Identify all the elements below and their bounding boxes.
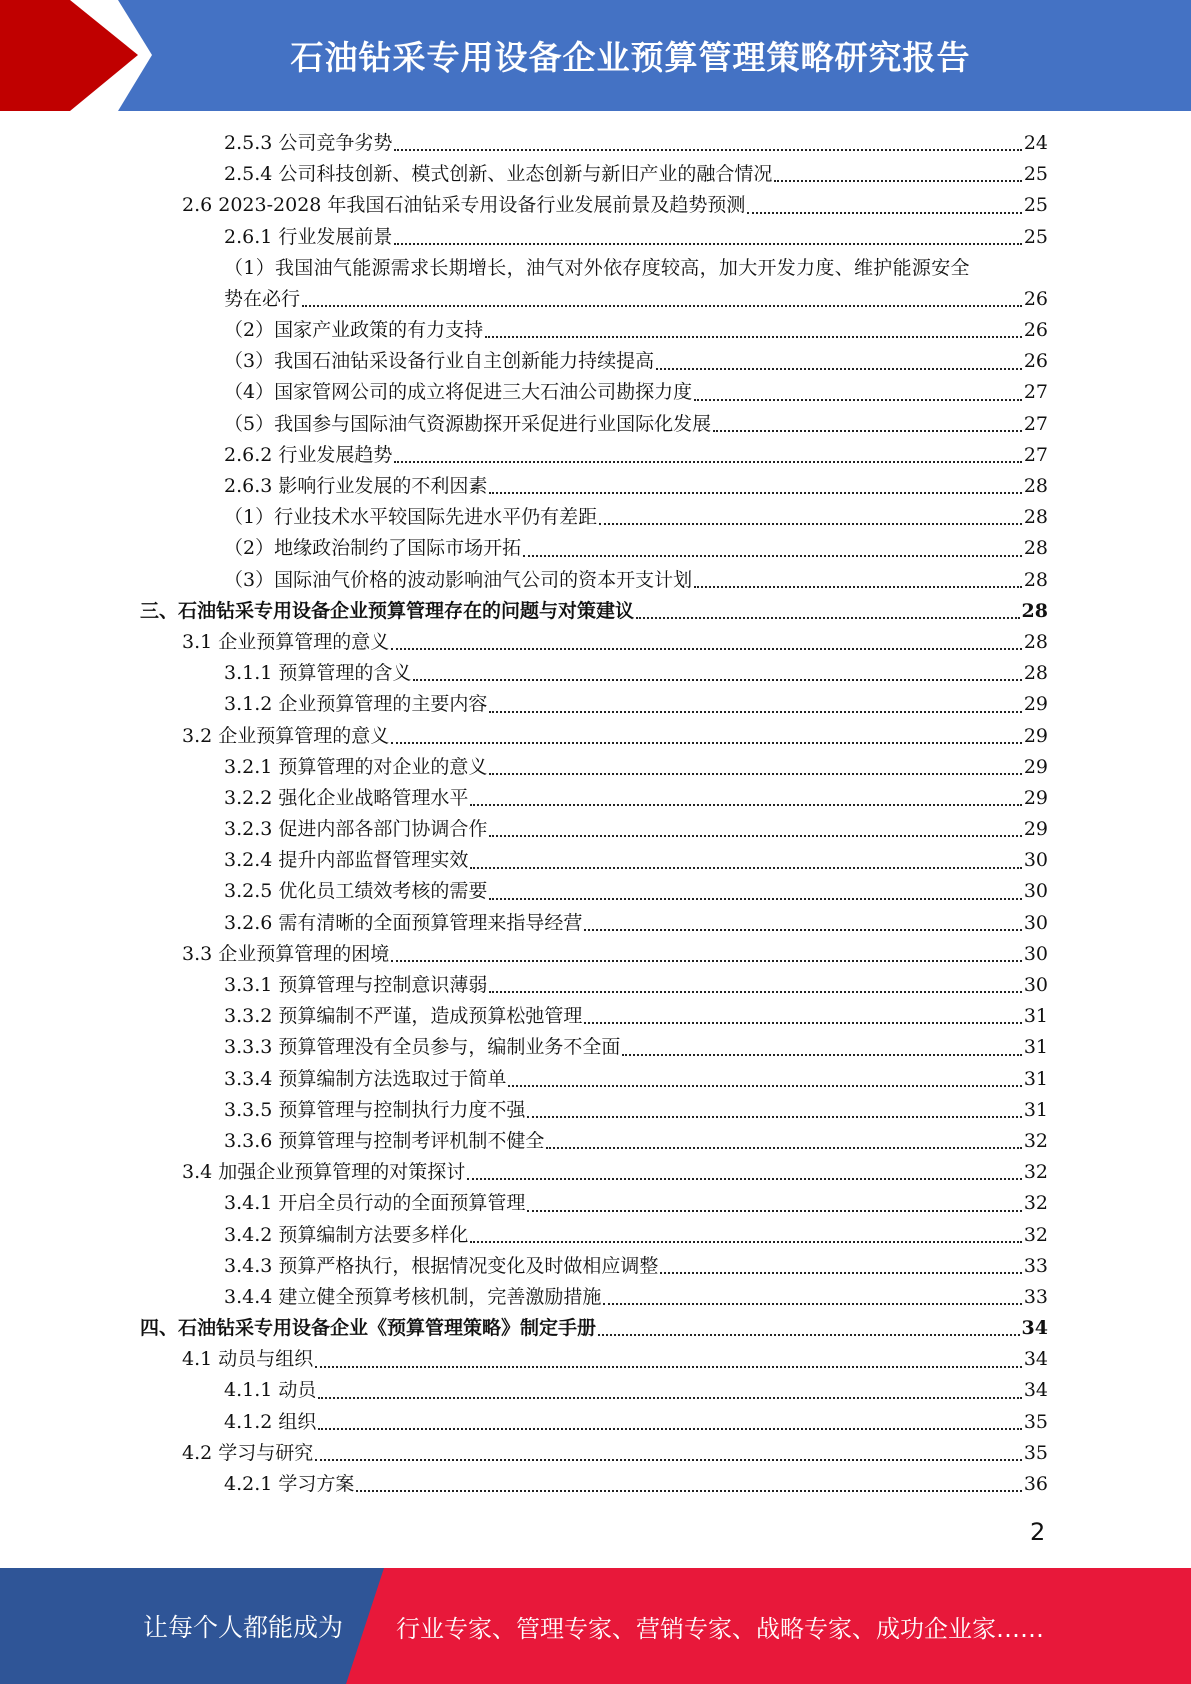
toc-entry[interactable] (140, 814, 1048, 845)
toc-leader-dots (467, 1178, 1022, 1180)
toc-leader-dots (391, 960, 1022, 962)
page-footer (0, 1568, 1191, 1684)
toc-entry[interactable] (140, 1407, 1048, 1438)
toc-entry[interactable] (140, 970, 1048, 1001)
toc-entry-page: 31 (1023, 1098, 1048, 1121)
toc-entry[interactable] (140, 1376, 1048, 1407)
toc-entry-page: 26 (1023, 350, 1048, 373)
toc-entry-page: 25 (1023, 163, 1048, 186)
toc-entry-label: 2.6.2 行业发展趋势 (224, 443, 393, 466)
toc-leader-dots (599, 523, 1022, 525)
toc-entry[interactable] (140, 253, 1048, 284)
toc-entry-page: 32 (1023, 1192, 1048, 1215)
toc-entry-page: 30 (1023, 911, 1048, 934)
toc-entry-page: 34 (1023, 1379, 1048, 1402)
toc-entry-page: 28 (1023, 506, 1048, 529)
toc-leader-dots (747, 212, 1021, 214)
toc-entry-label: 3.4.4 建立健全预算考核机制，完善激励措施 (224, 1285, 602, 1308)
toc-leader-dots (523, 555, 1022, 557)
toc-entry[interactable] (140, 378, 1048, 409)
toc-entry-page: 26 (1023, 287, 1048, 310)
toc-entry-label: 4.1.1 动员 (224, 1379, 317, 1402)
toc-entry-page: 25 (1023, 194, 1048, 217)
toc-entry-label: 2.5.3 公司竞争劣势 (224, 131, 393, 154)
toc-entry-page: 35 (1023, 1441, 1048, 1464)
toc-entry[interactable] (140, 1188, 1048, 1219)
toc-entry-label: 4.1.2 组织 (224, 1410, 317, 1433)
toc-leader-dots (660, 1272, 1021, 1274)
toc-entry[interactable] (140, 190, 1048, 221)
toc-entry-label: 3.2 企业预算管理的意义 (182, 724, 390, 747)
toc-entry-label: 势在必行 (224, 287, 301, 310)
toc-entry-label: 3.3 企业预算管理的困境 (182, 942, 390, 965)
toc-leader-dots (527, 1210, 1021, 1212)
toc-entry-label: 3.3.6 预算管理与控制考评机制不健全 (224, 1129, 545, 1152)
toc-leader-dots (356, 1490, 1021, 1492)
page-number: 2 (1030, 1518, 1046, 1546)
toc-entry-page: 30 (1023, 942, 1048, 965)
toc-entry-page: 36 (1023, 1473, 1048, 1496)
page-header (0, 0, 1191, 111)
toc-entry-label: 3.4.3 预算严格执行，根据情况变化及时做相应调整 (224, 1254, 659, 1277)
toc-entry-page: 28 (1023, 630, 1048, 653)
toc-entry[interactable] (140, 1251, 1048, 1282)
toc-entry-page: 32 (1023, 1129, 1048, 1152)
toc-entry-label: 3.2.1 预算管理的对企业的意义 (224, 755, 488, 778)
toc-leader-dots (391, 648, 1022, 650)
toc-entry[interactable] (140, 533, 1048, 564)
toc-entry[interactable] (140, 845, 1048, 876)
toc-entry[interactable] (140, 159, 1048, 190)
toc-entry[interactable] (140, 1095, 1048, 1126)
toc-entry[interactable] (140, 1282, 1048, 1313)
toc-entry-label: （2）国家产业政策的有力支持 (224, 319, 484, 342)
toc-entry[interactable] (140, 689, 1048, 720)
toc-leader-dots (489, 835, 1021, 837)
toc-entry[interactable] (140, 627, 1048, 658)
toc-leader-dots (489, 898, 1021, 900)
toc-entry-label: 3.3.3 预算管理没有全员参与，编制业务不全面 (224, 1036, 621, 1059)
toc-leader-dots (394, 243, 1021, 245)
toc-entry[interactable] (140, 721, 1048, 752)
toc-entry-label: 3.2.2 强化企业战略管理水平 (224, 786, 469, 809)
toc-entry-page: 24 (1023, 131, 1048, 154)
toc-entry-label: 3.1.1 预算管理的含义 (224, 662, 412, 685)
toc-leader-dots (413, 679, 1021, 681)
toc-leader-dots (302, 305, 1022, 307)
toc-entry-page: 29 (1023, 786, 1048, 809)
toc-leader-dots (527, 1116, 1021, 1118)
toc-entry-label: 3.2.3 促进内部各部门协调合作 (224, 818, 488, 841)
toc-entry-page: 25 (1023, 225, 1048, 248)
report-title: 石油钻采专用设备企业预算管理策略研究报告 (290, 38, 971, 77)
toc-entry-page: 29 (1023, 724, 1048, 747)
toc-entry-label: 3.4.2 预算编制方法要多样化 (224, 1223, 469, 1246)
toc-leader-dots (394, 149, 1021, 151)
toc-leader-dots (508, 1085, 1021, 1087)
toc-entry-label: 2.5.4 公司科技创新、模式创新、业态创新与新旧产业的融合情况 (224, 163, 773, 186)
toc-entry-label: 3.1 企业预算管理的意义 (182, 630, 390, 653)
toc-leader-dots (318, 1397, 1021, 1399)
toc-entry-page: 28 (1023, 537, 1048, 560)
toc-leader-dots (546, 1147, 1021, 1149)
toc-entry[interactable] (140, 1438, 1048, 1469)
toc-leader-dots (603, 1303, 1021, 1305)
toc-leader-dots (318, 1428, 1021, 1430)
toc-entry-label: 3.3.2 预算编制不严谨，造成预算松弛管理 (224, 1005, 583, 1028)
toc-entry-page: 30 (1023, 974, 1048, 997)
toc-entry-page: 31 (1023, 1067, 1048, 1090)
toc-entry-label: （3）国际油气价格的波动影响油气公司的资本开支计划 (224, 568, 693, 591)
toc-entry-page: 31 (1023, 1005, 1048, 1028)
toc-entry[interactable] (140, 1220, 1048, 1251)
toc-leader-dots (470, 867, 1021, 869)
toc-entry-label: （1）行业技术水平较国际先进水平仍有差距 (224, 506, 598, 529)
toc-entry-label: （5）我国参与国际油气资源勘探开采促进行业国际化发展 (224, 412, 712, 435)
toc-entry-page: 35 (1023, 1410, 1048, 1433)
toc-entry-label: （4）国家管网公司的成立将促进三大石油公司勘探力度 (224, 381, 693, 404)
toc-entry-page: 30 (1023, 849, 1048, 872)
toc-leader-dots (470, 804, 1021, 806)
toc-entry-label: 3.2.4 提升内部监督管理实效 (224, 849, 469, 872)
toc-entry-label: 3.2.6 需有清晰的全面预算管理来指导经营 (224, 911, 583, 934)
toc-entry-page: 33 (1023, 1254, 1048, 1277)
toc-entry[interactable] (140, 908, 1048, 939)
toc-entry[interactable] (140, 783, 1048, 814)
toc-entry-label: 3.1.2 企业预算管理的主要内容 (224, 693, 488, 716)
toc-entry-label: 4.1 动员与组织 (182, 1348, 314, 1371)
toc-entry-page: 28 (1023, 475, 1048, 498)
toc-entry[interactable] (140, 658, 1048, 689)
toc-entry-label: 3.2.5 优化员工绩效考核的需要 (224, 880, 488, 903)
toc-entry-label: 3.3.4 预算编制方法选取过于简单 (224, 1067, 507, 1090)
toc-entry-page: 27 (1023, 381, 1048, 404)
toc-leader-dots (622, 1054, 1021, 1056)
toc-entry[interactable] (140, 222, 1048, 253)
toc-entry-label: 3.4 加强企业预算管理的对策探讨 (182, 1161, 466, 1184)
toc-entry-label: 三、石油钻采专用设备企业预算管理存在的问题与对策建议 (140, 599, 635, 622)
toc-entry-label: （2）地缘政治制约了国际市场开拓 (224, 537, 522, 560)
toc-leader-dots (391, 742, 1022, 744)
footer-slogan-left: 让每个人都能成为 (143, 1613, 344, 1642)
toc-entry-page: 33 (1023, 1285, 1048, 1308)
toc-leader-dots (315, 1459, 1022, 1461)
toc-entry-label: （3）我国石油钻采设备行业自主创新能力持续提高 (224, 350, 655, 373)
toc-leader-dots (485, 336, 1022, 338)
toc-leader-dots (315, 1366, 1022, 1368)
toc-leader-dots (656, 368, 1022, 370)
toc-entry[interactable] (140, 440, 1048, 471)
toc-entry-label: 4.2 学习与研究 (182, 1441, 314, 1464)
toc-entry[interactable] (140, 502, 1048, 533)
toc-entry-label: （1）我国油气能源需求长期增长，油气对外依存度较高，加大开发力度、维护能源安全 (224, 256, 970, 279)
toc-entry[interactable] (140, 1469, 1048, 1500)
toc-entry-label: 3.4.1 开启全员行动的全面预算管理 (224, 1192, 526, 1215)
toc-entry[interactable] (140, 1157, 1048, 1188)
footer-slogan-right: 行业专家、管理专家、营销专家、战略专家、成功企业家…… (396, 1614, 1044, 1643)
toc-entry-label: 3.3.5 预算管理与控制执行力度不强 (224, 1098, 526, 1121)
toc-leader-dots (598, 1334, 1020, 1336)
toc-leader-dots (394, 461, 1021, 463)
toc-entry-label: 2.6 2023-2028 年我国石油钻采专用设备行业发展前景及趋势预测 (182, 194, 746, 217)
toc-entry-page: 28 (1023, 568, 1048, 591)
toc-leader-dots (489, 492, 1021, 494)
toc-entry[interactable] (140, 1064, 1048, 1095)
toc-entry[interactable] (140, 128, 1048, 159)
toc-entry-page: 34 (1021, 1317, 1048, 1340)
toc-entry-page: 31 (1023, 1036, 1048, 1059)
toc-entry-page: 27 (1023, 443, 1048, 466)
toc-leader-dots (774, 180, 1021, 182)
toc-entry-page: 26 (1023, 319, 1048, 342)
toc-leader-dots (489, 773, 1021, 775)
toc-leader-dots (694, 399, 1022, 401)
toc-entry-page: 27 (1023, 412, 1048, 435)
toc-entry[interactable] (140, 315, 1048, 346)
toc-entry[interactable] (140, 1032, 1048, 1063)
toc-leader-dots (584, 1022, 1021, 1024)
toc-entry-label: 2.6.3 影响行业发展的不利因素 (224, 475, 488, 498)
toc-entry-label: 3.3.1 预算管理与控制意识薄弱 (224, 974, 488, 997)
table-of-contents (140, 128, 1048, 1500)
toc-leader-dots (694, 586, 1022, 588)
toc-entry-page: 29 (1023, 693, 1048, 716)
toc-leader-dots (584, 929, 1021, 931)
toc-leader-dots (713, 430, 1022, 432)
toc-entry[interactable] (140, 596, 1048, 627)
toc-entry-label: 4.2.1 学习方案 (224, 1473, 355, 1496)
toc-entry-page: 32 (1023, 1223, 1048, 1246)
toc-entry[interactable] (140, 1344, 1048, 1375)
toc-entry[interactable] (140, 752, 1048, 783)
toc-entry[interactable] (140, 565, 1048, 596)
toc-leader-dots (470, 1241, 1021, 1243)
toc-entry[interactable] (140, 939, 1048, 970)
toc-entry-page: 29 (1023, 755, 1048, 778)
toc-entry[interactable] (140, 1001, 1048, 1032)
toc-entry[interactable] (140, 346, 1048, 377)
toc-entry-page: 32 (1023, 1161, 1048, 1184)
toc-entry-page: 28 (1021, 599, 1048, 622)
toc-leader-dots (636, 617, 1020, 619)
toc-leader-dots (489, 991, 1021, 993)
toc-entry[interactable] (140, 1313, 1048, 1344)
toc-entry[interactable] (140, 471, 1048, 502)
toc-entry-page: 34 (1023, 1348, 1048, 1371)
toc-entry[interactable] (140, 1126, 1048, 1157)
toc-entry[interactable] (140, 409, 1048, 440)
toc-entry[interactable] (140, 284, 1048, 315)
toc-entry-label: 四、石油钻采专用设备企业《预算管理策略》制定手册 (140, 1317, 597, 1340)
toc-entry-page: 30 (1023, 880, 1048, 903)
toc-leader-dots (489, 711, 1021, 713)
toc-entry-label: 2.6.1 行业发展前景 (224, 225, 393, 248)
toc-entry-page: 29 (1023, 818, 1048, 841)
toc-entry-page: 28 (1023, 662, 1048, 685)
toc-entry[interactable] (140, 877, 1048, 908)
